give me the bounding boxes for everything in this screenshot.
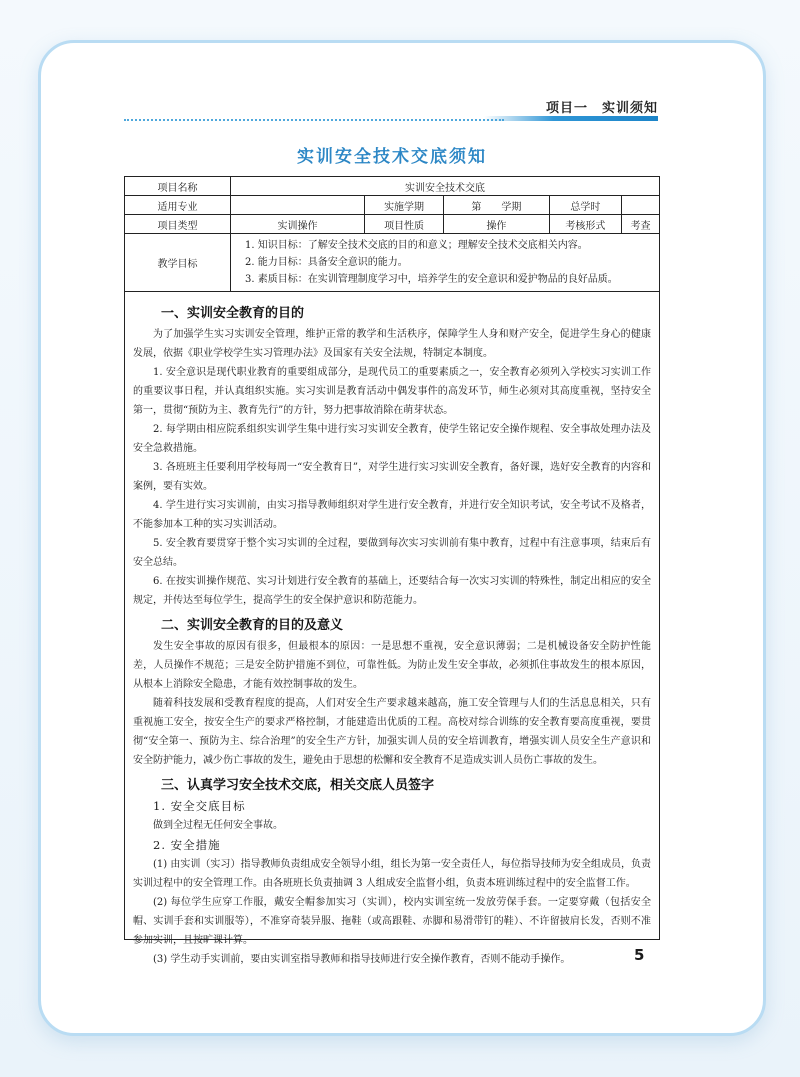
type-label: 项目类型 [125, 215, 230, 234]
paragraph: 为了加强学生实习实训安全管理，维护正常的教学和生活秩序，保障学生人身和财产安全，促进学生身心的健康发展，依据《职业学校学生实习管理办法》及国家有关安全法规，特制定本制度。 [133, 329, 651, 359]
assess-label: 考核形式 [549, 215, 622, 234]
major-value [230, 196, 364, 215]
table-row [125, 177, 659, 196]
running-header: 项目一 实训须知 [545, 101, 658, 116]
paragraph: 3. 各班班主任要利用学校每周一“安全教育日”，对学生进行实习实训安全教育，备好课，选好安全教育的内容和案例，要有实效。 [133, 462, 651, 492]
document-title: 实训安全技术交底须知 [297, 147, 487, 167]
assess-value: 考查 [622, 215, 659, 234]
header-rule-dotted [124, 119, 504, 121]
goal-item: 3. 素质目标：在实训管理制度学习中，培养学生的安全意识和爱护物品的良好品质。 [244, 274, 618, 285]
goal-label: 教学目标 [125, 234, 230, 292]
hours-label: 总学时 [549, 196, 622, 215]
section-heading: 二、实训安全教育的目的及意义 [161, 618, 344, 633]
term-label: 实施学期 [365, 196, 444, 215]
subsection-heading: 2. 安全措施 [153, 838, 221, 852]
header-rule [124, 116, 658, 122]
paragraph: (3) 学生动手实训前，要由实训室指导教师和指导技师进行安全操作教育，否则不能动手操作。 [153, 954, 571, 965]
table-row [125, 215, 659, 234]
major-label: 适用专业 [125, 196, 230, 215]
project-name-value: 实训安全技术交底 [230, 177, 659, 196]
goal-item: 1. 知识目标：了解安全技术交底的目的和意义；理解安全技术交底相关内容。 [244, 240, 588, 251]
content-box [124, 176, 660, 965]
body-text [125, 292, 659, 969]
paragraph: 6. 在按实训操作规范、实习计划进行安全教育的基础上，还要结合每一次实习实训的特殊性，制定出相应的安全规定，并传达至每位学生，提高学生的安全保护意识和防范能力。 [133, 576, 651, 606]
type-value: 实训操作 [230, 215, 364, 234]
paragraph: 2. 每学期由相应院系组织实训学生集中进行实习实训安全教育，使学生铭记安全操作规程、安全事故处理办法及安全急救措施。 [133, 424, 651, 454]
hours-value [622, 196, 659, 215]
info-table [125, 177, 659, 292]
paragraph: (1) 由实训（实习）指导教师负责组成安全领导小组，组长为第一安全责任人，每位指导技师为安全组成员，负责实训过程中的安全管理工作。由各班班长负责抽调 3 人组成安全监督小组，负责本班训练过程中的安全监督工作。 [133, 859, 651, 889]
paragraph: 发生安全事故的原因有很多，但最根本的原因：一是思想不重视，安全意识薄弱；二是机械设备安全防护性能差，人员操作不规范；三是安全防护措施不到位，可靠性低。为防止发生安全事故，必须抓住事故发生的根本原因，从根本上消除安全隐患，才能有效控制事故的发生。 [133, 641, 651, 690]
goal-item: 2. 能力目标：具备安全意识的能力。 [244, 257, 408, 268]
subsection-heading: 1. 安全交底目标 [153, 799, 246, 813]
paragraph: 4. 学生进行实习实训前，由实习指导教师组织对学生进行安全教育，并进行安全知识考试，安全考试不及格者，不能参加本工种的实习实训活动。 [133, 500, 651, 530]
paragraph: 1. 安全意识是现代职业教育的重要组成部分，是现代员工的重要素质之一，安全教育必须列入学校实习实训工作的重要议事日程，并认真组织实施。实习实训是教育活动中偶发事件的高发环节，师生必须对其高度重视，坚持安全第一，贯彻“预防为主、教育先行”的方针，努力把事故消除在萌芽状态。 [133, 367, 651, 416]
paragraph: 5. 安全教育要贯穿于整个实习实训的全过程，要做到每次实习实训前有集中教育，过程中有注意事项，结束后有安全总结。 [133, 538, 651, 568]
table-row [125, 196, 659, 215]
project-name-label: 项目名称 [125, 177, 230, 196]
page-number: 5 [634, 946, 645, 964]
table-row [125, 234, 659, 292]
section-heading: 一、实训安全教育的目的 [161, 306, 305, 321]
section-heading: 三、认真学习安全技术交底，相关交底人员签字 [161, 778, 435, 793]
nature-label: 项目性质 [365, 215, 444, 234]
nature-value: 操作 [444, 215, 549, 234]
term-value: 第 学期 [444, 196, 549, 215]
paragraph: (2) 每位学生应穿工作服，戴安全帽参加实习（实训），校内实训室统一发放劳保手套。一定要穿戴（包括安全帽、实训手套和实训服等），不准穿奇装异服、拖鞋（或高跟鞋、赤脚和易滑带钉的鞋）、不许留披肩长发，否则不准参加实训，且按旷课计算。 [133, 897, 651, 946]
paragraph: 随着科技发展和受教育程度的提高，人们对安全生产要求越来越高，施工安全管理与人们的生活息息相关，只有重视施工安全，按安全生产的要求严格控制，才能建造出优质的工程。高校对综合训练的安全教育要高度重视，要贯彻“安全第一、预防为主、综合治理”的安全生产方针，加强实训人员的安全培训教育，增强实训人员安全生产意识和安全防护能力，减少伤亡事故的发生，避免由于思想的松懈和安全教育不足造成实训人员伤亡事故的发生。 [133, 698, 651, 766]
goal-list [230, 234, 659, 292]
header-rule-bar [484, 116, 658, 121]
paragraph: 做到全过程无任何安全事故。 [153, 820, 283, 831]
